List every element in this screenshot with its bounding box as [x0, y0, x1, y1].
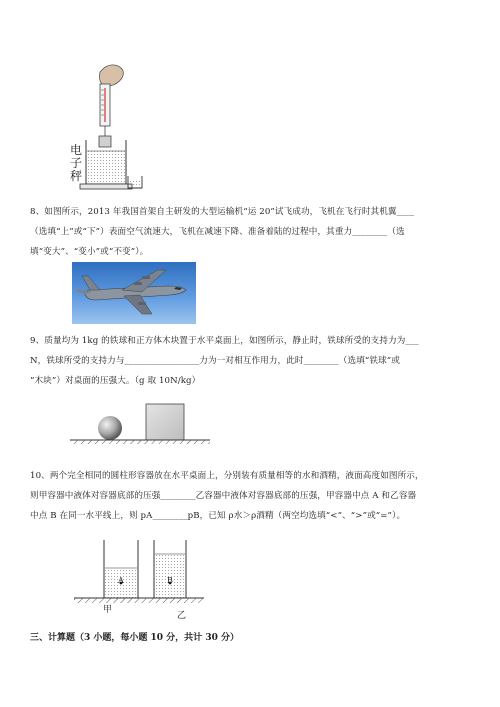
airplane-photo: [72, 262, 196, 324]
electronic-scale: [80, 184, 132, 189]
q8-line-1: 8、如图所示，2013 年我国首架自主研发的大型运输机“运 20”试飞成功，飞机在飞行时其机翼____: [30, 207, 415, 217]
q8-line-2: （选填“上”或“下”）表面空气流速大，飞机在减速下降、准备着陆的过程中，其重力________（选: [30, 227, 405, 237]
question-8: [30, 202, 470, 262]
q8-line-3: 填“变大”、“变小”或“不变”）。: [30, 247, 149, 257]
q9-line-1: 9、质量均为 1kg 的铁球和正方体木块置于水平桌面上，如图所示，静止时，铁球所受的支持力为___: [30, 336, 419, 346]
q10-line-1: 10、两个完全相同的圆柱形容器放在水平桌面上，分别装有质量相等的水和酒精，液面高度如图所示，: [30, 471, 424, 481]
containers-figure: [74, 536, 204, 616]
container-yi-label: 乙: [177, 611, 187, 621]
question-10: [30, 466, 470, 526]
q10-line-3: 中点 B 在同一水平线上，则 pA________pB，已知 ρ水＞ρ酒精（两空均选填“<”、“>”或“=”）。: [30, 511, 406, 521]
point-a-label: A: [118, 576, 124, 585]
iron-ball: [98, 416, 122, 440]
q10-line-2: 则甲容器中液体对容器底部的压强________乙容器中液体对容器底部的压强，甲容器中点 A 和乙容器: [30, 491, 417, 501]
q9-line-3: “木块”）对桌面的压强大。（g 取 10N/kg）: [30, 376, 201, 386]
section-heading-calculation: 三、计算题（3 小题，每小题 10 分，共计 30 分）: [30, 633, 239, 643]
q9-line-2: N，铁球所受的支持力与_________________力为一对相互作用力，此时________（选填“铁球”或: [30, 356, 400, 366]
ball-block-figure: [70, 398, 210, 448]
wooden-block: [146, 404, 184, 440]
hand-illustration: [100, 65, 124, 86]
airplane-icon: [72, 262, 196, 324]
question-9: [30, 331, 470, 391]
point-b-label: B: [167, 576, 173, 585]
hanging-block: [99, 136, 111, 147]
scale-label: 电 子 秤: [70, 143, 83, 183]
container-jia-label: 甲: [103, 605, 113, 615]
